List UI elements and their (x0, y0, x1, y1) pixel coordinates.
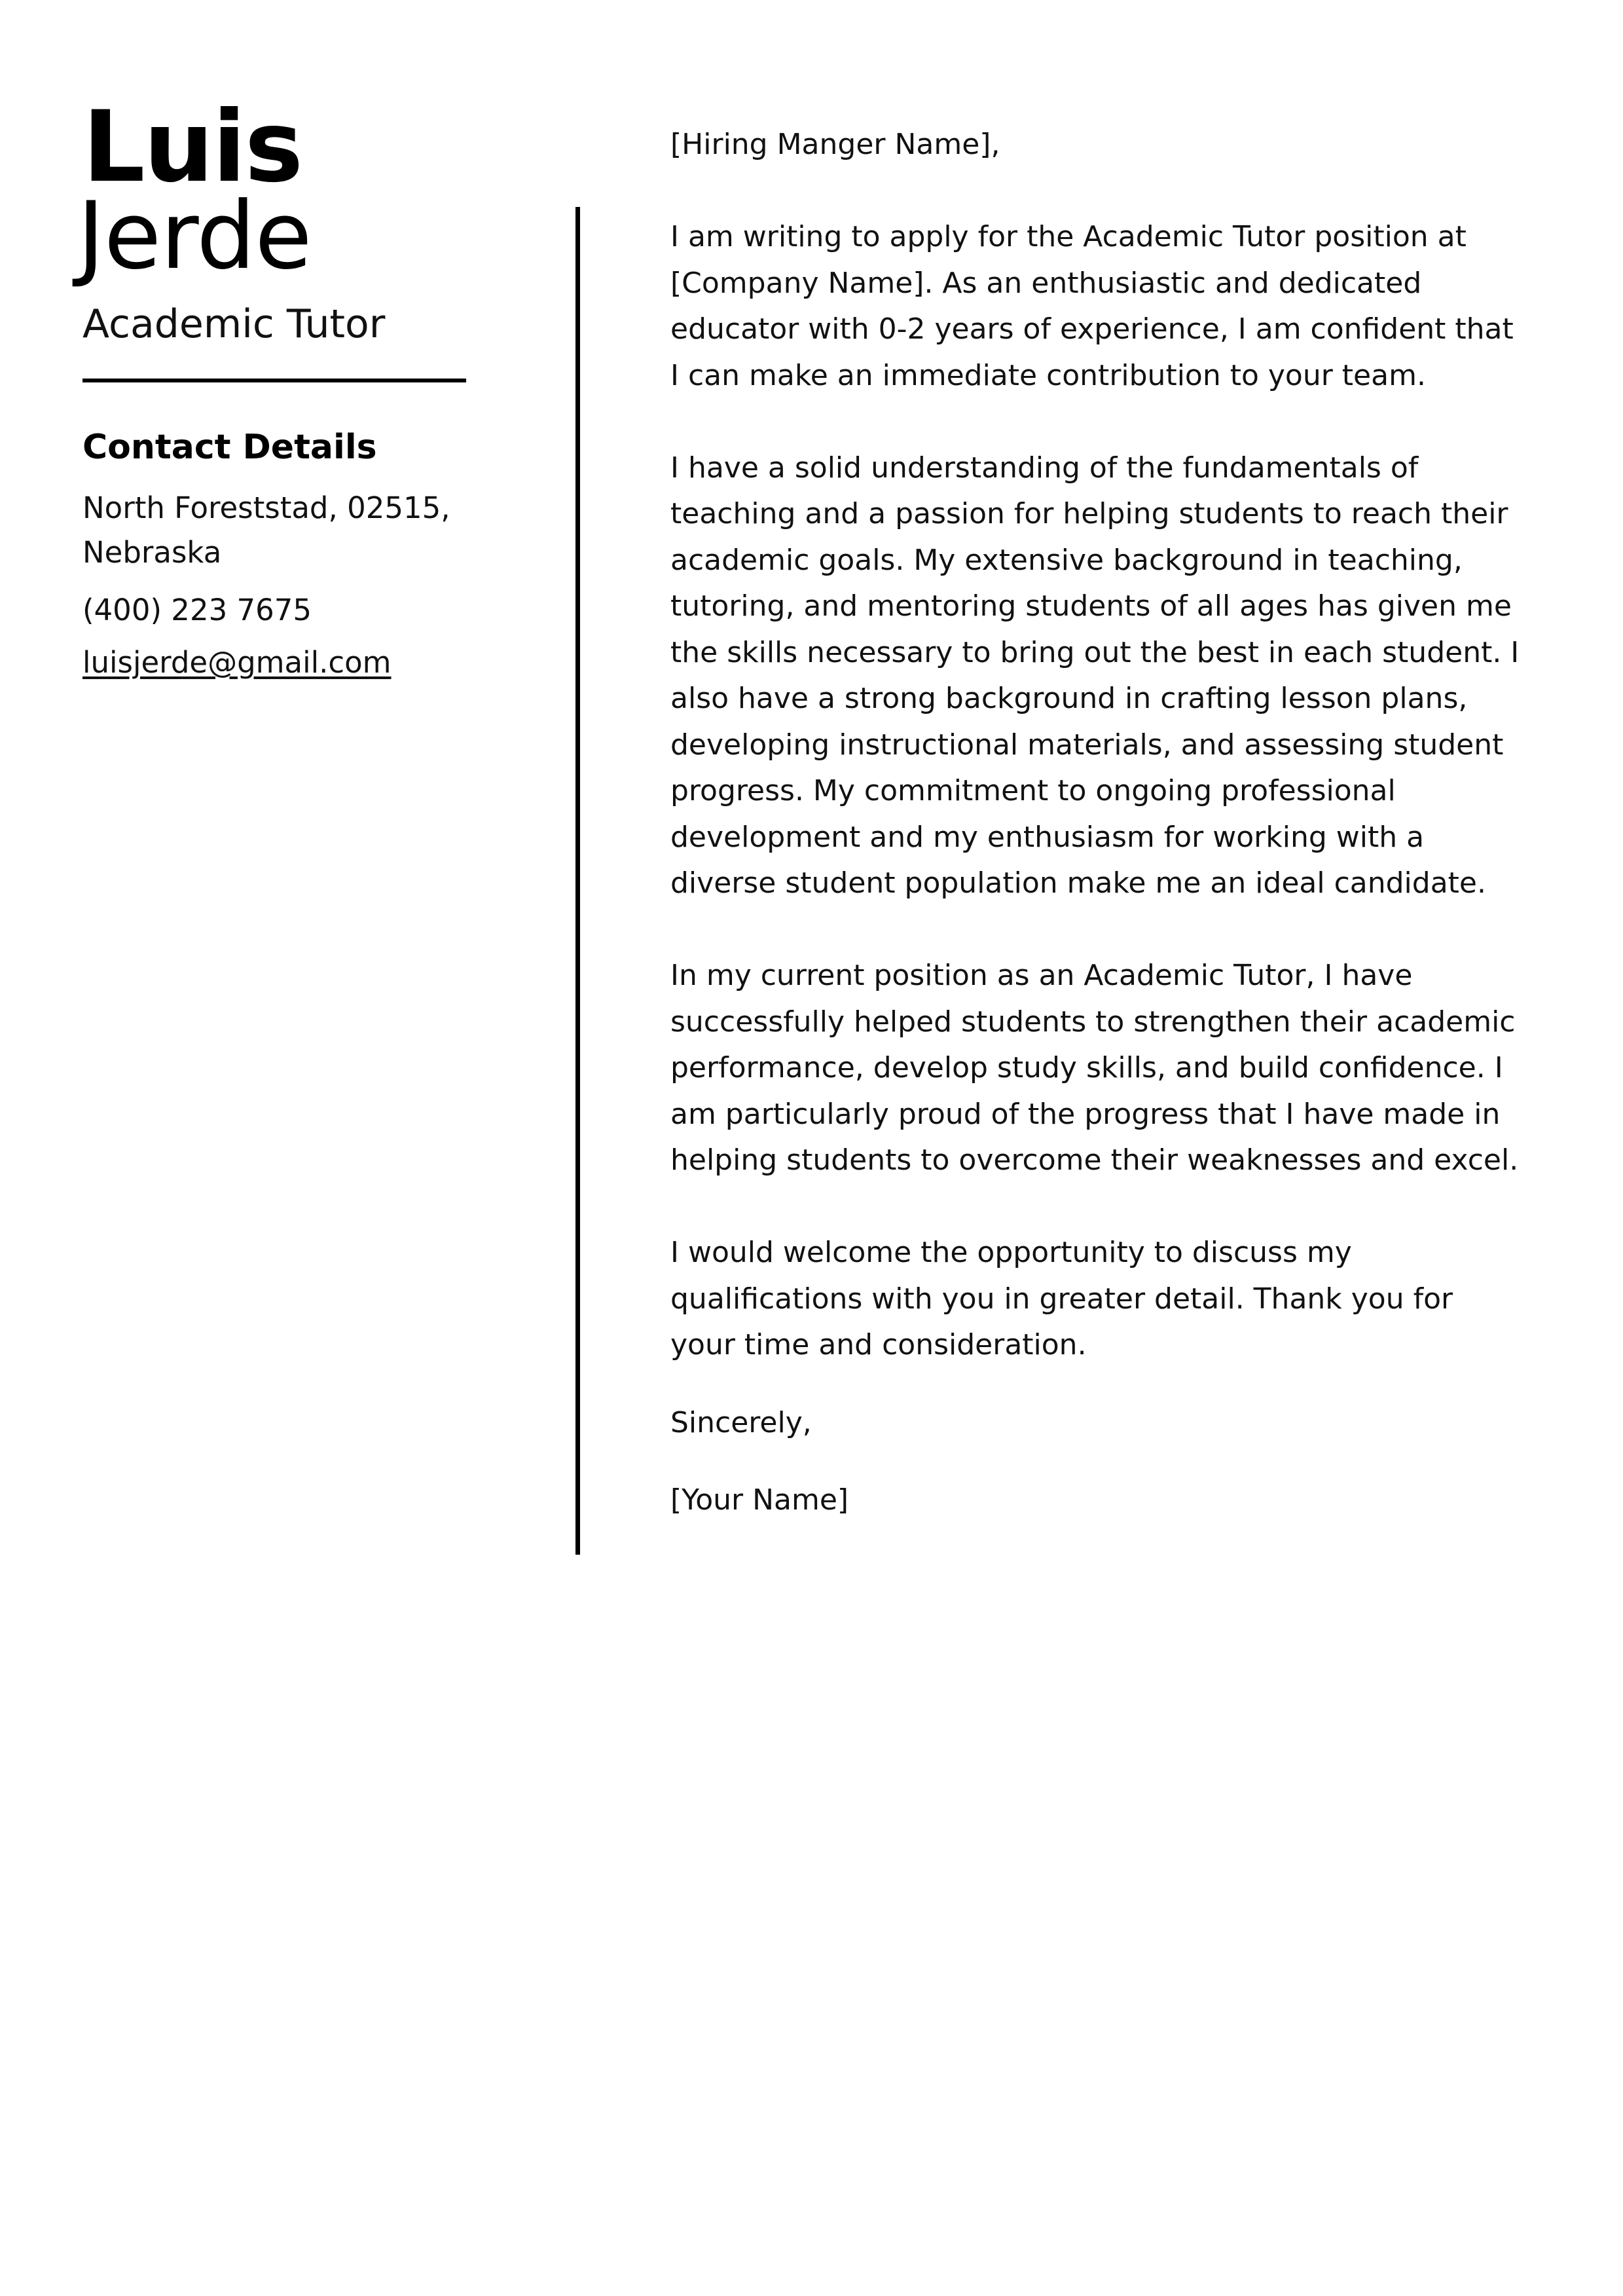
job-title: Academic Tutor (82, 301, 386, 347)
letter-paragraph: I am writing to apply for the Academic Tutor position at [Company Name]. As an enthusiastic and dedicated educator with 0-2 years of experience, I am confident that I can make an immediate contribution to your team. (670, 220, 1514, 392)
sidebar (77, 90, 469, 685)
letter-signature: [Your Name] (670, 1483, 849, 1517)
contact-heading: Contact Details (82, 428, 377, 467)
contact-address: North Foreststad, 02515, Nebraska (82, 491, 450, 570)
title-divider (82, 379, 466, 382)
letter-closing: Sincerely, (670, 1405, 812, 1439)
letter-body (670, 122, 1522, 1524)
first-name: Luis (82, 90, 302, 204)
last-name: Jerde (77, 182, 312, 290)
contact-email-link[interactable]: luisjerde@gmail.com (82, 645, 392, 680)
letter-paragraph: I have a solid understanding of the fundamentals of teaching and a passion for helping students to reach their academic goals. My extensive background in teaching, tutoring, and mentoring students of all ages has given me the skills necessary to bring out the best in each student. I also have a strong background in crafting lesson plans, developing instructional materials, and assessing student progress. My commitment to ongoing professional development and my enthusiasm for working with a diverse student population make me an ideal candidate. (670, 451, 1520, 900)
contact-phone: (400) 223 7675 (82, 593, 312, 628)
vertical-divider (575, 207, 580, 1555)
letter-paragraph: In my current position as an Academic Tutor, I have successfully helped students to strengthen their academic performance, develop study skills, and build confidence. I am particularly proud of the progress that I have made in helping students to overcome their weaknesses and excel. (670, 959, 1519, 1177)
letter-paragraph: I would welcome the opportunity to discuss my qualifications with you in greater detail. Thank you for your time and consideration. (670, 1236, 1453, 1361)
letter-salutation: [Hiring Manger Name], (670, 128, 1000, 161)
